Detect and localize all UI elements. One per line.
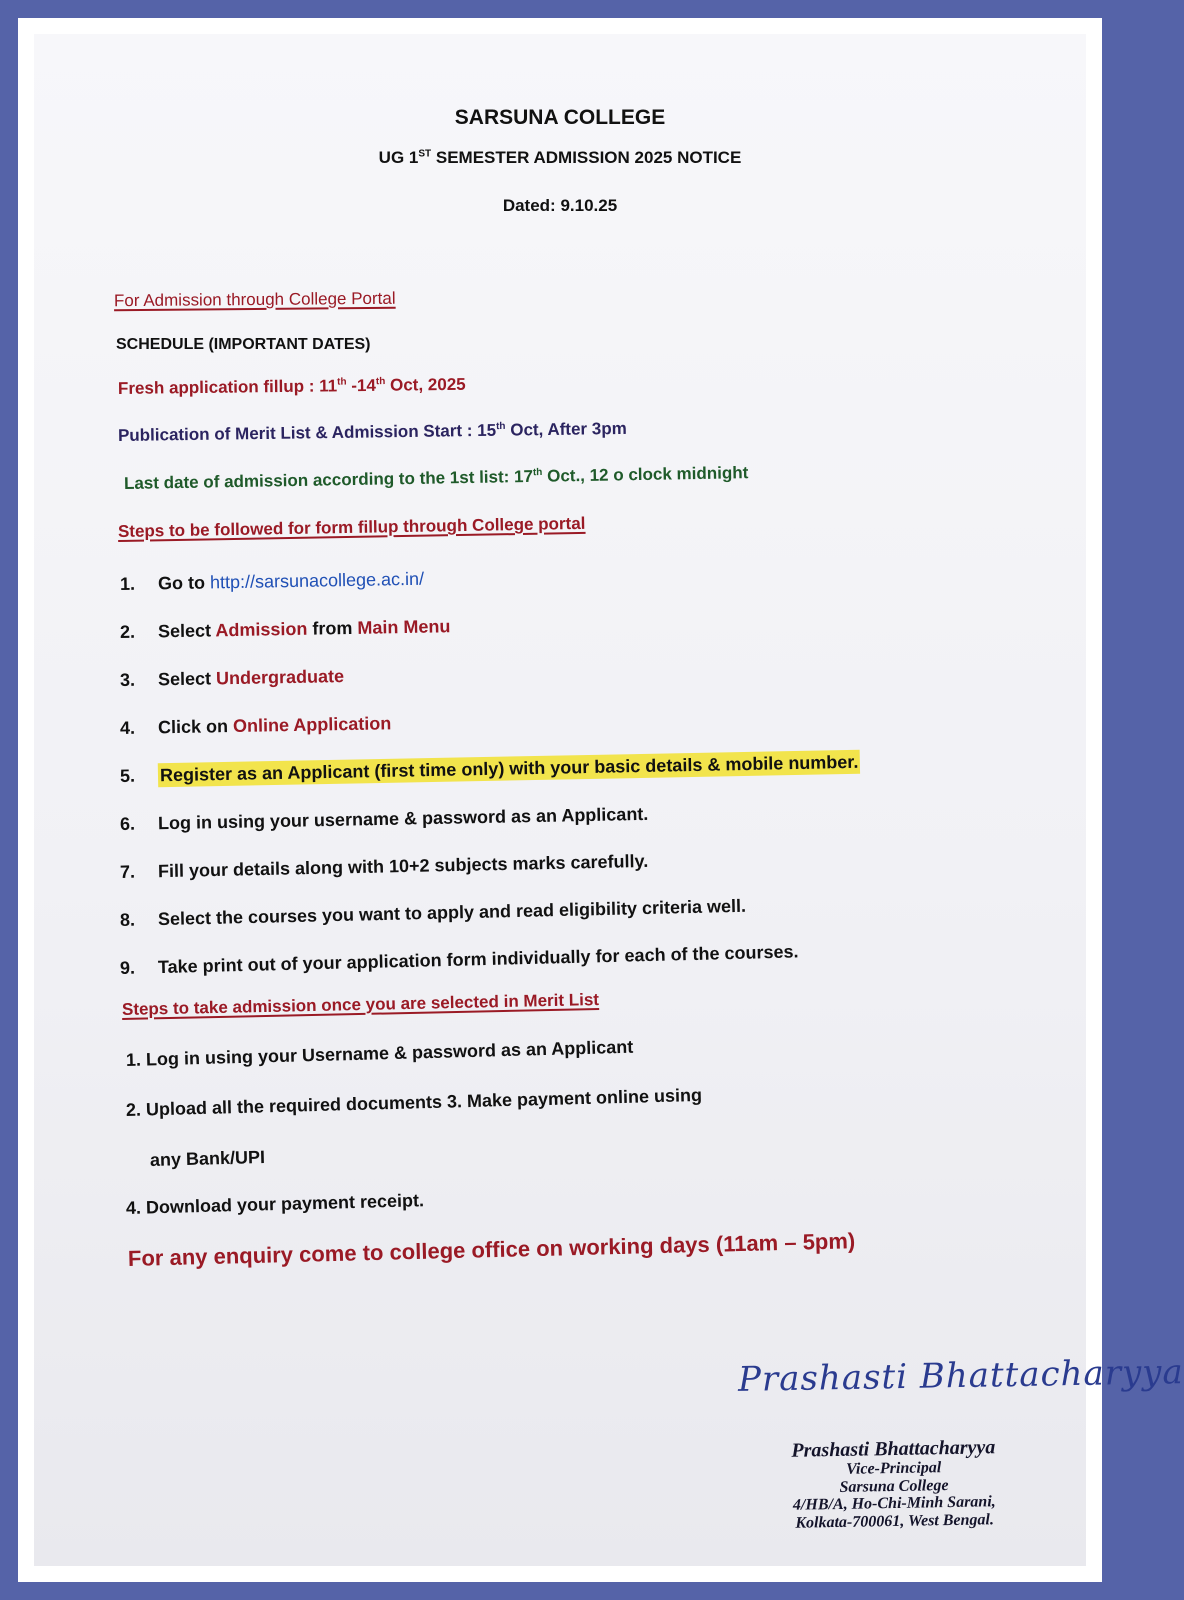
schedule-title: SCHEDULE (IMPORTANT DATES)	[116, 336, 371, 353]
step-item: 7. Fill your details along with 10+2 subjects marks carefully.	[119, 850, 649, 882]
step-item: 3. Select Undergraduate	[119, 666, 345, 690]
schedule-fresh: Fresh application fillup : 11th -14th Oct, 2025	[117, 374, 466, 398]
admission-step: 1. Log in using your Username & password as an Applicant	[125, 1036, 634, 1070]
step-item: 2. Select Admission from Main Menu	[119, 616, 451, 642]
step-item: 4. Click on Online Application	[119, 713, 392, 738]
college-website-link[interactable]: http://sarsunacollege.ac.in/	[209, 568, 425, 593]
notice-date: Dated: 9.10.25	[502, 196, 618, 215]
step-item: 1. Go to http://sarsunacollege.ac.in/	[119, 568, 425, 594]
step-item: 6. Log in using your username & password as an Applicant.	[119, 803, 649, 834]
admission-step: any Bank/UPI	[149, 1146, 266, 1170]
steps-form-heading: Steps to be followed for form fillup through College portal	[117, 513, 586, 541]
schedule-merit: Publication of Merit List & Admission Start : 15th Oct, After 3pm	[117, 418, 627, 445]
step-item-highlighted: 5. Register as an Applicant (first time only) with your basic details & mobile number.	[120, 752, 861, 787]
schedule-last-date: Last date of admission according to the 1st list: 17th Oct., 12 o clock midnight	[123, 463, 749, 493]
steps-admission-heading: Steps to take admission once you are selected in Merit List	[121, 990, 600, 1019]
step-item: 8. Select the courses you want to apply and read eligibility criteria well.	[119, 895, 747, 930]
handwritten-signature: Prashasti Bhattacharyya	[737, 1352, 1184, 1400]
enquiry-note: For any enquiry come to college office on working days (11am – 5pm)	[127, 1228, 856, 1271]
official-stamp: Prashasti Bhattacharyya Vice-Principal Sarsuna College 4/HB/A, Ho-Chi-Minh Sarani, Kolkata-700061, West Bengal.	[791, 1436, 996, 1532]
step-item: 9. Take print out of your application form individually for each of the courses.	[119, 941, 799, 978]
admission-step: 2. Upload all the required documents 3. Make payment online using	[125, 1084, 703, 1120]
college-title: SARSUNA COLLEGE	[454, 106, 666, 129]
notice-title: UG 1ST SEMESTER ADMISSION 2025 NOTICE	[378, 148, 742, 167]
admission-step: 4. Download your payment receipt.	[125, 1190, 425, 1218]
portal-heading: For Admission through College Portal	[113, 288, 396, 311]
notice-paper	[34, 34, 1184, 1566]
